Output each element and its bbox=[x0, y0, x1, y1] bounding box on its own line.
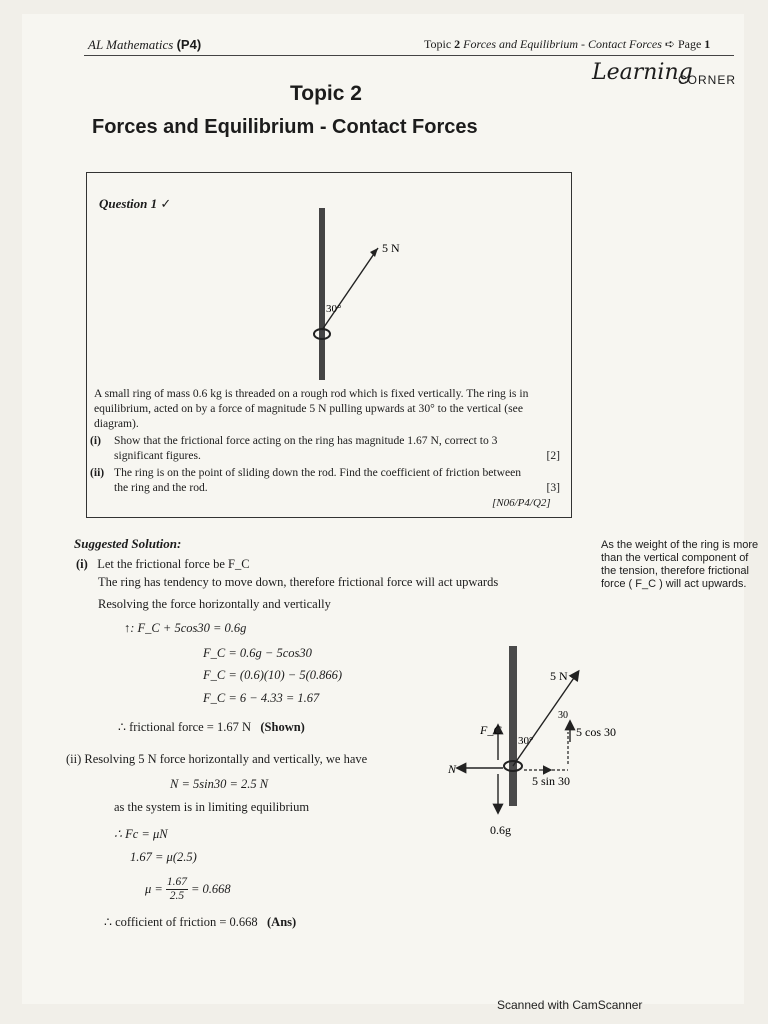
force-arrowhead-icon bbox=[370, 248, 378, 257]
solution-part-1-line-1: (i) Let the frictional force be F_C bbox=[76, 557, 250, 571]
equation-4: F_C = 6 − 4.33 = 1.67 bbox=[203, 691, 320, 705]
question-text: A small ring of mass 0.6 kg is threaded on a rough rod which is fixed vertically. The ring is in equilibrium, acted on by a force of magnitude 5 N pulling upwards at 30° to the vertical (see diagram). bbox=[94, 387, 529, 430]
question-part-1: (i) Show that the frictional force acting on the ring has magnitude 1.67 N, correct to 3 significant figures. [2] bbox=[90, 434, 560, 462]
vertical-component-label: 5 cos 30 bbox=[576, 725, 616, 739]
equation-7: 1.67 = μ(2.5) bbox=[130, 850, 197, 864]
brand-logo-caps: CORNER bbox=[678, 73, 737, 87]
normal-label: N bbox=[448, 762, 457, 776]
brand-logo: Learning bbox=[592, 60, 693, 85]
question-label: Question 1 ✓ bbox=[99, 196, 172, 211]
angle-label-small: 30 bbox=[558, 710, 568, 721]
weight-label: 0.6g bbox=[490, 823, 511, 837]
force-label: 5 N bbox=[550, 669, 568, 683]
solution-part-2-line-2: as the system is in limiting equilibrium bbox=[114, 800, 310, 814]
topic-heading: Topic 2 bbox=[290, 82, 362, 105]
header-rule bbox=[84, 55, 734, 56]
equation-1: ↑: F_C + 5cos30 = 0.6g bbox=[124, 621, 247, 635]
force-line bbox=[322, 248, 378, 330]
conclusion-2: ∴ cofficient of friction = 0.668 (Ans) bbox=[104, 915, 297, 929]
question-part-2: (ii) The ring is on the point of sliding down the rod. Find the coefficient of friction between the ring and the rod. [3] bbox=[90, 466, 560, 494]
question-diagram bbox=[300, 200, 440, 385]
question-source: [N06/P4/Q2] bbox=[492, 497, 551, 509]
solution-part-1-line-2: The ring has tendency to move down, therefore frictional force will act upwards bbox=[98, 575, 499, 589]
equation-3: F_C = (0.6)(10) − 5(0.866) bbox=[203, 668, 343, 682]
equation-8: μ = $\frac{1.67}{2.5}$ = 0.668 bbox=[145, 876, 231, 902]
solution-part-1-line-3: Resolving the force horizontally and vertically bbox=[98, 597, 331, 611]
equation-6: ∴ Fc = μN bbox=[114, 827, 168, 841]
angle-label: 30° bbox=[326, 303, 342, 315]
conclusion-1: ∴ frictional force = 1.67 N (Shown) bbox=[118, 720, 305, 734]
equation-5: N = 5sin30 = 2.5 N bbox=[170, 777, 269, 791]
checkmark-icon: ✓ bbox=[160, 196, 172, 211]
header-topic: Topic 2 Forces and Equilibrium - Contact Forces ➪ Page 1 bbox=[424, 37, 711, 51]
scanner-watermark: Scanned with CamScanner bbox=[497, 998, 643, 1012]
solution-part-2-line-1: (ii) Resolving 5 N force horizontally and vertically, we have bbox=[66, 752, 368, 766]
force-diagram bbox=[440, 640, 630, 850]
friction-label: F_C bbox=[480, 723, 502, 737]
arrow-icon: ➪ bbox=[664, 37, 675, 51]
side-note: As the weight of the ring is more than the vertical component of the tension, therefore frictional force ( F_C ) will act upwards. bbox=[601, 539, 759, 590]
page-title: Forces and Equilibrium - Contact Forces bbox=[92, 116, 478, 138]
rod bbox=[509, 646, 517, 806]
header-course: AL Mathematics (P4) bbox=[88, 37, 202, 52]
angle-label: 30° bbox=[518, 735, 534, 747]
rod bbox=[319, 208, 325, 380]
horizontal-component-label: 5 sin 30 bbox=[532, 774, 571, 788]
solution-heading: Suggested Solution: bbox=[74, 536, 182, 551]
force-label: 5 N bbox=[382, 241, 400, 255]
equation-2: F_C = 0.6g − 5cos30 bbox=[203, 646, 312, 660]
